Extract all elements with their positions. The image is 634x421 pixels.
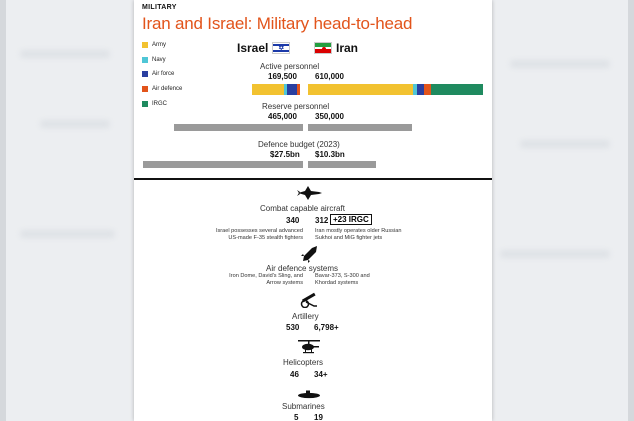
legend-swatch [142, 71, 148, 77]
iran-name: Iran [336, 41, 359, 55]
israel-airforce-segment [287, 84, 297, 95]
legend-swatch [142, 42, 148, 48]
iran-aircraft-note-2: Sukhoi and MiG fighter jets [315, 235, 383, 241]
legend-swatch [142, 101, 148, 107]
helicopters-label: Helicopters [283, 358, 324, 367]
israel-helicopters-value: 46 [290, 370, 299, 379]
iran-airdefence-note-1: Bavar-373, S-300 and [315, 273, 370, 279]
israel-aircraft-note-2: US-made F-35 stealth fighters [228, 235, 303, 241]
fighter-jet-icon [297, 186, 323, 200]
israel-airdefence-note-2: Arrow systems [266, 280, 303, 286]
legend-item-army [142, 42, 166, 48]
air-defence-label: Air defence systems [266, 264, 339, 273]
israel-artillery-value: 530 [286, 323, 300, 332]
iran-active-bar [308, 84, 483, 95]
iran-airdefence-note-2: Khordad systems [315, 280, 359, 286]
israel-army-segment [252, 84, 284, 95]
page-title: Iran and Israel: Military head-to-head [142, 14, 413, 33]
iran-irgc-aircraft-badge: +23 IRGC [330, 214, 372, 225]
infographic-card [134, 0, 492, 421]
iran-airforce-segment [417, 84, 424, 95]
reserve-personnel-label: Reserve personnel [262, 102, 330, 111]
combat-aircraft-label: Combat capable aircraft [260, 204, 345, 213]
legend-swatch [142, 57, 148, 63]
submarines-label: Submarines [282, 402, 325, 411]
israel-name: Israel [237, 41, 269, 55]
israel-flag-icon: ✡ [272, 42, 290, 54]
background-blur [510, 60, 610, 68]
iran-artillery-value: 6,798+ [314, 323, 339, 332]
artillery-label: Artillery [292, 312, 319, 321]
active-personnel-label: Active personnel [260, 62, 320, 71]
section-divider [134, 178, 492, 180]
iran-submarines-value: 19 [314, 413, 323, 421]
legend-item-navy [142, 57, 166, 63]
legend-item-air-defence [142, 86, 182, 92]
israel-aircraft-value: 340 [286, 216, 300, 225]
legend-label: Army [152, 42, 166, 48]
iran-army-segment [308, 84, 413, 95]
israel-submarines-value: 5 [294, 413, 299, 421]
israel-reserve-bar [174, 124, 303, 131]
section-tag: MILITARY [142, 4, 177, 11]
iran-reserve-value: 350,000 [315, 112, 344, 121]
legend-label: Air defence [152, 86, 183, 92]
legend-label: IRGC [152, 101, 167, 107]
iran-flag-icon [314, 42, 332, 54]
legend-label: Air force [152, 71, 175, 77]
background-blur [500, 250, 610, 258]
missile-icon [301, 245, 319, 263]
iran-irgc-segment [431, 84, 483, 95]
iran-active-value: 610,000 [315, 72, 344, 81]
right-edge [628, 0, 634, 421]
legend-item-irgc [142, 101, 167, 107]
israel-active-value: 169,500 [268, 72, 297, 81]
israel-heading [237, 41, 290, 55]
background-blur [40, 120, 110, 128]
iran-airdefence-segment [424, 84, 431, 95]
background-blur [20, 50, 110, 58]
israel-budget-value: $27.5bn [270, 150, 300, 159]
defence-budget-label: Defence budget (2023) [258, 140, 340, 149]
israel-airdefence-segment [297, 84, 300, 95]
iran-budget-value: $10.3bn [315, 150, 345, 159]
israel-airdefence-note-1: Iron Dome, David's Sling, and [229, 273, 303, 279]
iran-aircraft-note-1: Iran mostly operates older Russian [315, 228, 402, 234]
israel-aircraft-note-1: Israel possesses several advanced [215, 228, 303, 234]
iran-helicopters-value: 34+ [314, 370, 328, 379]
iran-budget-bar [308, 161, 376, 168]
israel-budget-bar [143, 161, 303, 168]
helicopter-icon [298, 339, 320, 355]
artillery-icon [299, 292, 319, 308]
iran-reserve-bar [308, 124, 412, 131]
israel-active-bar [252, 84, 300, 95]
left-edge [0, 0, 6, 421]
legend-label: Navy [152, 57, 166, 63]
legend-swatch [142, 86, 148, 92]
submarine-icon [297, 389, 321, 399]
iran-aircraft-value: 312 [315, 216, 329, 225]
background-blur [20, 230, 115, 238]
iran-heading [314, 41, 358, 55]
israel-reserve-value: 465,000 [268, 112, 297, 121]
background-blur [520, 140, 610, 148]
legend-item-air-force [142, 71, 174, 77]
